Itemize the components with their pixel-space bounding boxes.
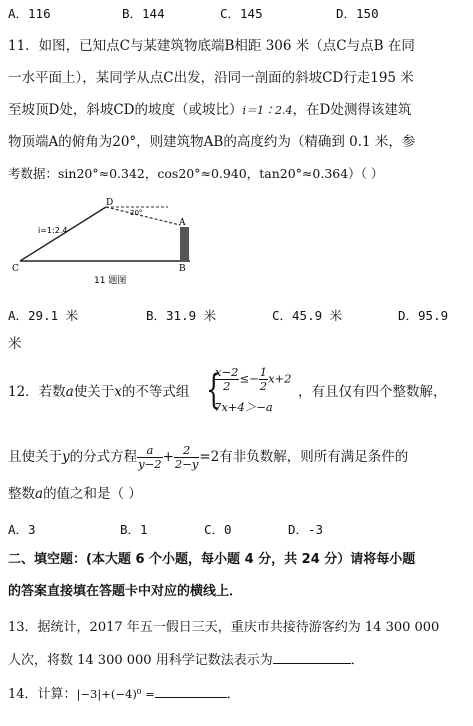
- q12-option-d: D．-3: [288, 522, 324, 537]
- q11-line-3-a: 至坡顶D处，斜坡CD的坡度（或坡比）: [8, 102, 243, 118]
- q11-line-3-b: ，在D处测得该建筑: [292, 102, 412, 118]
- label-b: B: [179, 264, 186, 274]
- q12-tail: ，有且仅有四个整数解，: [298, 384, 447, 400]
- q13-line2-a: 人次，将数 14 300 000 用科学记数法表示为: [8, 653, 273, 668]
- q12-frac1-den: y−2: [138, 457, 162, 471]
- q12-ineq1-end: x+2: [268, 371, 292, 386]
- q12-plus: +: [162, 449, 174, 465]
- q12-line2-c: =2有非负数解，则所有满足条件的: [199, 449, 409, 465]
- q11-line-2: 一水平面上），某同学从点C出发，沿同一剖面的斜坡CD行走195 米: [8, 70, 414, 86]
- q12-line2-a: 且使关于: [8, 449, 62, 465]
- sight-line-da: [106, 207, 180, 225]
- q10-option-b: B．144: [122, 6, 165, 21]
- q12-intro-b: 使关于: [73, 384, 115, 400]
- q12-option-b: B．1: [120, 522, 148, 537]
- q10-option-d: D．150: [336, 6, 379, 21]
- q14-text-b: ．: [226, 687, 240, 702]
- q11-option-a: A．29.1 米: [8, 308, 79, 323]
- q12-var-a: a: [65, 384, 74, 400]
- q12-ineq1-den: 2: [223, 379, 231, 393]
- q11-option-c: C．45.9 米: [272, 308, 343, 323]
- building-ab: [180, 227, 189, 261]
- q13-line-1: 13．据统计，2017 年五一假日三天，重庆市共接待游客约为 14 300 000: [8, 620, 440, 635]
- q12-line3-a: 整数: [8, 486, 35, 502]
- q11-option-wrap: 米: [8, 336, 22, 352]
- slope-label: i=1:2.4: [38, 226, 68, 235]
- q12-option-a: A．3: [8, 522, 36, 537]
- q12-var-x: x: [114, 384, 122, 400]
- q12-frac2-den: 2−y: [174, 457, 199, 471]
- q12-ineq-2: 7x+4＞−a: [214, 400, 273, 414]
- q11-option-d: D．95.9: [398, 308, 449, 323]
- q12-line2-b: 的分式方程: [69, 449, 138, 465]
- q10-option-a: A．116: [8, 6, 51, 21]
- q14-expression: |−3|+(−4)⁰ =: [76, 687, 155, 701]
- section2-heading-line-1: 二、填空题：(本大题 6 个小题，每小题 4 分，共 24 分）请将每小题: [8, 552, 416, 567]
- q12-var-a-2: a: [35, 486, 44, 502]
- q11-line-3: [8, 100, 411, 121]
- label-a: A: [179, 218, 186, 228]
- q12-intro-a: 12．若数: [8, 384, 66, 400]
- q13-answer-blank[interactable]: [273, 650, 351, 664]
- q12-system-brace: {: [206, 367, 222, 413]
- q12-line-2: [8, 444, 408, 471]
- q12-ineq1-num2: 1: [259, 365, 268, 379]
- q12-ineq1-den2: 2: [259, 379, 268, 393]
- q12-ineq-1: [214, 366, 292, 393]
- figure-caption: 11 题图: [94, 276, 127, 286]
- q12-line-3: [8, 484, 142, 504]
- q12-option-c: C．0: [204, 522, 232, 537]
- q13-line-2: [8, 650, 364, 671]
- q12-frac1-num: a: [137, 444, 162, 458]
- q11-line-4: 物顶端A的俯角为20°，则建筑物AB的高度约为（精确到 0.1 米，参: [8, 134, 416, 150]
- section2-heading-line-2: 的答案直接填在答题卡中对应的横线上．: [8, 584, 243, 599]
- angle-label: 20°: [130, 209, 143, 217]
- q12-frac2-num: 2: [174, 444, 199, 458]
- label-c: C: [12, 264, 19, 274]
- q12-intro-c: 的不等式组: [121, 384, 190, 400]
- label-d: D: [106, 198, 114, 208]
- q14-text-a: 14．计算：: [8, 687, 77, 702]
- q11-line-1: 11．如图，已知点C与某建筑物底端B相距 306 米（点C与点B 在同: [8, 38, 415, 54]
- q12-line3-b: 的值之和是（ ）: [43, 486, 142, 502]
- q14-line: [8, 684, 240, 705]
- q11-figure: [8, 195, 208, 287]
- q12-var-y: y: [62, 449, 70, 465]
- q12-line-1-left: [8, 382, 189, 402]
- q10-option-c: C．145: [220, 6, 263, 21]
- q14-answer-blank[interactable]: [155, 684, 227, 698]
- q11-line-5: 考数据：sin20°≈0.342，cos20°≈0.940，tan20°≈0.364）（ ）: [8, 166, 384, 181]
- q12-ineq1-num: x−2: [215, 365, 239, 379]
- q13-line2-b: ．: [350, 653, 364, 668]
- q11-slope-ratio: i＝1∶2.4: [242, 104, 293, 117]
- q11-option-b: B．31.9 米: [146, 308, 217, 323]
- q12-ineq1-mid: ≤−: [239, 371, 259, 386]
